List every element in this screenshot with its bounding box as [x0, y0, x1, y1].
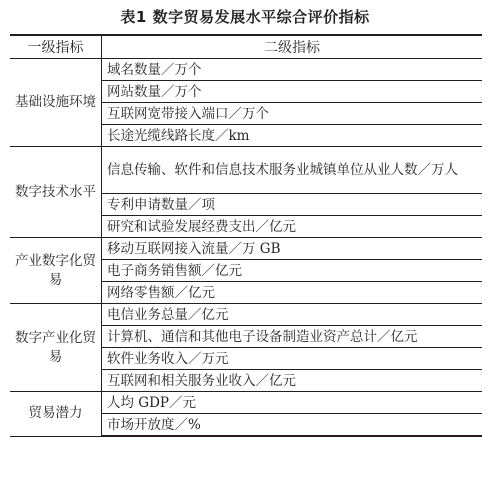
table-row: [10, 59, 482, 81]
table-title: 表1 数字贸易发展水平综合评价指标: [120, 8, 370, 26]
header-level1: 一级指标: [10, 35, 102, 59]
indicator-cell: 互联网和相关服务业收入／亿元: [102, 370, 483, 392]
header-level2: 二级指标: [102, 35, 483, 59]
indicator-cell: 电子商务销售额／亿元: [102, 260, 483, 282]
indicator-cell: 电信业务总量／亿元: [102, 304, 483, 326]
table-row: [10, 147, 482, 194]
indicator-cell: 计算机、通信和其他电子设备制造业资产总计／亿元: [102, 326, 483, 348]
header-row: [10, 35, 482, 59]
category-cell: 数字产业化贸易: [10, 304, 102, 392]
indicator-cell: 域名数量／万个: [102, 59, 483, 81]
indicator-cell: 市场开放度／%: [102, 414, 483, 437]
category-cell: 贸易潜力: [10, 392, 102, 437]
category-cell: 基础设施环境: [10, 59, 102, 147]
indicator-cell: 研究和试验发展经费支出／亿元: [102, 216, 483, 238]
category-cell: 产业数字化贸易: [10, 238, 102, 304]
indicator-cell: 网络零售额／亿元: [102, 282, 483, 304]
table-row: [10, 238, 482, 260]
indicator-cell: 长途光缆线路长度／km: [102, 125, 483, 147]
indicator-table: [10, 34, 482, 437]
indicator-cell: 网站数量／万个: [102, 81, 483, 103]
indicator-cell: 互联网宽带接入端口／万个: [102, 103, 483, 125]
table-row: [10, 304, 482, 326]
indicator-cell: 信息传输、软件和信息技术服务业城镇单位从业人数／万人: [102, 147, 483, 194]
indicator-cell: 专利申请数量／项: [102, 194, 483, 216]
category-cell: 数字技术水平: [10, 147, 102, 238]
indicator-cell: 软件业务收入／万元: [102, 348, 483, 370]
table-row: [10, 392, 482, 414]
indicator-cell: 移动互联网接入流量／万 GB: [102, 238, 483, 260]
indicator-cell: 人均 GDP／元: [102, 392, 483, 414]
